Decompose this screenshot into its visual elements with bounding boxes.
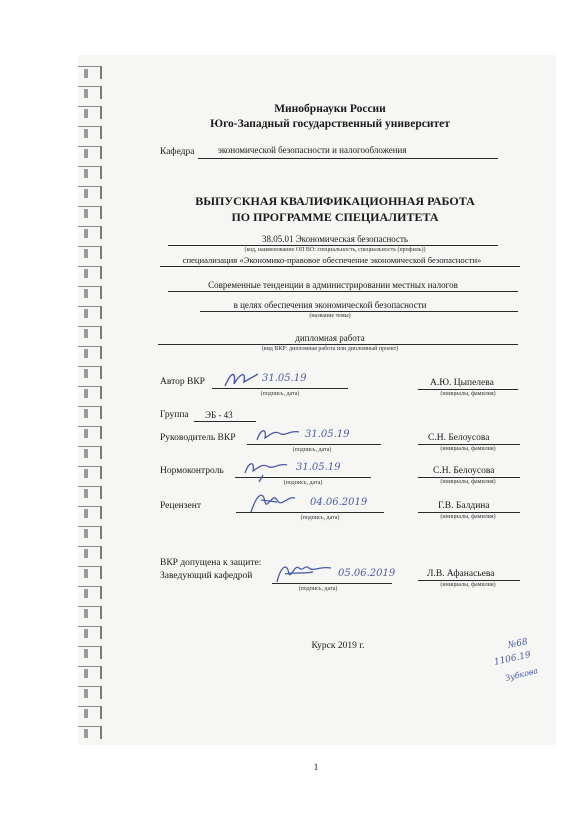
binding-tab (78, 366, 102, 379)
binding-tab (78, 126, 102, 139)
reviewer-label: Рецензент (160, 501, 201, 511)
author-label: Автор ВКР (160, 377, 205, 387)
handwritten-note-line-1: №68 (507, 637, 529, 651)
author-name-caption: (инициалы, фамилия) (440, 391, 496, 397)
binding-tab (78, 206, 102, 219)
binding-tab (78, 246, 102, 259)
admission-signature (273, 558, 333, 586)
topic-line-2: в целях обеспечения экономической безопасности (233, 300, 427, 310)
ministry-title: Минобрнауки России (274, 103, 386, 115)
work-type: дипломная работа (295, 333, 365, 343)
binding-tab (78, 306, 102, 319)
work-type-line (158, 344, 518, 345)
specialty-caption: (код, наименование ОП ВО: специальность, специальность (профиль)) (244, 247, 426, 253)
binding-tab (78, 286, 102, 299)
group-line (194, 421, 256, 422)
author-signature (222, 368, 262, 390)
department-label: Кафедра (160, 147, 195, 157)
department-value: экономической безопасности и налогообложения (218, 145, 407, 155)
topic-underline-1 (168, 291, 518, 292)
group-value: ЭБ - 43 (205, 410, 233, 420)
topic-underline-2 (200, 311, 518, 312)
specialty-code: 38.05.01 Экономическая безопасность (261, 234, 409, 244)
binding-tab (78, 666, 102, 679)
specialization: специализация «Экономико-правовое обеспечение экономической безопасности» (182, 255, 482, 265)
supervisor-label: Руководитель ВКР (160, 433, 236, 443)
binding-tab (78, 446, 102, 459)
admission-name-caption: (инициалы, фамилия) (440, 582, 496, 588)
supervisor-date: 31.05.19 (305, 429, 350, 440)
city-year: Курск 2019 г. (311, 641, 365, 651)
admission-name-line (418, 580, 520, 581)
university-title: Юго-Западный государственный университет (210, 118, 450, 130)
work-type-caption: (вид ВКР: дипломная работа или дипломный проект) (261, 346, 399, 352)
binding-tab (78, 406, 102, 419)
author-sig-caption: (подпись, дата) (260, 391, 300, 397)
reviewer-name-line (418, 512, 520, 513)
normcontrol-date: 31.05.19 (296, 462, 341, 473)
binding-tab (78, 226, 102, 239)
supervisor-name-caption: (инициалы, фамилия) (440, 446, 496, 452)
binding-tab (78, 486, 102, 499)
reviewer-name-caption: (инициалы, фамилия) (440, 514, 496, 520)
binding-tab (78, 606, 102, 619)
reviewer-name: Г.В. Балдина (438, 501, 490, 511)
binding-tab (78, 186, 102, 199)
work-title-line-1: ВЫПУСКНАЯ КВАЛИФИКАЦИОННАЯ РАБОТА (195, 194, 475, 208)
binding-tab (78, 346, 102, 359)
binding-tab (78, 706, 102, 719)
binding-tab (78, 726, 102, 739)
reviewer-signature (247, 488, 297, 516)
binding-tab (78, 146, 102, 159)
supervisor-name: С.Н. Белоусова (428, 433, 490, 443)
binding-tab (78, 106, 102, 119)
supervisor-sig-caption: (подпись, дата) (292, 447, 332, 453)
admission-head-name: Л.В. Афанасьева (427, 569, 495, 579)
supervisor-name-line (418, 444, 520, 445)
author-name: А.Ю. Цыпелева (430, 378, 494, 388)
normcontrol-name-caption: (инициалы, фамилия) (440, 479, 496, 485)
page-number: 1 (313, 763, 319, 773)
normcontrol-label: Нормоконтроль (160, 466, 224, 476)
binding-tab (78, 466, 102, 479)
binding-tab (78, 426, 102, 439)
admission-head-label: Заведующий кафедрой (160, 571, 253, 581)
binding-tab (78, 166, 102, 179)
reviewer-date: 04.06.2019 (310, 497, 368, 508)
author-date: 31.05.19 (262, 373, 307, 384)
handwritten-note-line-2: 1106.19 (493, 650, 532, 668)
normcontrol-name: С.Н. Белоусова (433, 466, 495, 476)
handwritten-note-line-3: Зубкова (504, 666, 540, 683)
binding-tab (78, 86, 102, 99)
binding-tab (78, 526, 102, 539)
binding-tab (78, 566, 102, 579)
binding-tab (78, 506, 102, 519)
binding-tab (78, 386, 102, 399)
normcontrol-signature (243, 457, 289, 483)
binding-tab (78, 66, 102, 79)
topic-caption: (название темы) (309, 313, 351, 319)
group-label: Группа (160, 410, 189, 420)
normcontrol-name-line (418, 477, 520, 478)
supervisor-signature (255, 424, 301, 446)
binding-tab (78, 626, 102, 639)
admission-line-1: ВКР допущена к защите: (160, 558, 262, 568)
spiral-binding (78, 58, 112, 748)
specialty-line (168, 245, 498, 246)
department-line (198, 158, 498, 159)
binding-tab (78, 266, 102, 279)
binding-tab (78, 326, 102, 339)
author-name-line (418, 389, 518, 390)
binding-tab (78, 686, 102, 699)
binding-tab (78, 546, 102, 559)
normcontrol-sig-caption: (подпись, дата) (283, 480, 323, 486)
admission-date: 05.06.2019 (338, 568, 396, 579)
admission-sig-caption: (подпись, дата) (298, 586, 338, 592)
work-title-line-2: ПО ПРОГРАММЕ СПЕЦИАЛИТЕТА (231, 210, 439, 224)
binding-tab (78, 586, 102, 599)
topic-line-1: Современные тенденции в администрировании местных налогов (208, 280, 458, 290)
specialization-line (160, 266, 520, 267)
reviewer-sig-caption: (подпись, дата) (300, 515, 340, 521)
binding-tab (78, 646, 102, 659)
